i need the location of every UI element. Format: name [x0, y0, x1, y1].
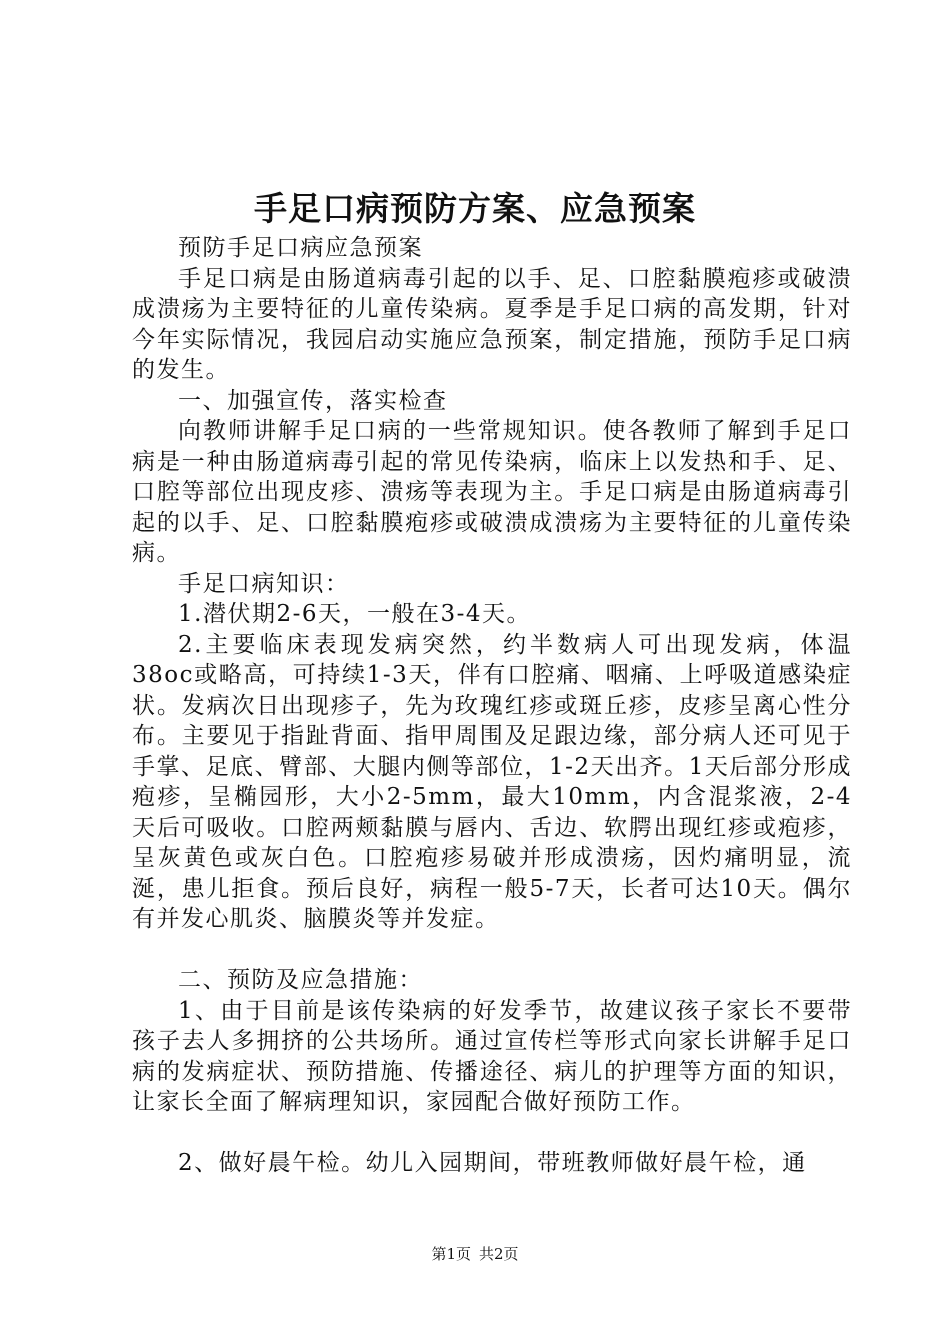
blank-line	[132, 1118, 852, 1149]
paragraph-symptoms: 2.主要临床表现发病突然，约半数病人可出现发病，体温38oc或略高，可持续1-3天，伴有口腔痛、咽痛、上呼吸道感染症状。发病次日出现疹子，先为玫瑰红疹或斑丘疹，皮疹呈离心性分布。主要见于指趾背面、指甲周围及足跟边缘，部分病人还可见于手掌、足底、臂部、大腿内侧等部位，1-2天出齐。1天后部分形成疱疹，呈椭园形，大小2-5mm，最大10mm，内含混浆液，2-4天后可吸收。口腔两颊黏膜与唇内、舌边、软腭出现红疹或疱疹，呈灰黄色或灰白色。口腔疱疹易破并形成溃疡，因灼痛明显，流涎，患儿拒食。预后良好，病程一般5-7天，长者可达10天。偶尔有并发心肌炎、脑膜炎等并发症。	[132, 631, 852, 932]
paragraph-measure-1: 1、由于目前是该传染病的好发季节，故建议孩子家长不要带孩子去人多拥挤的公共场所。通过宣传栏等形式向家长讲解手足口病的发病症状、预防措施、传播途径、病儿的护理等方面的知识，让家长全面了解病理知识，家园配合做好预防工作。	[132, 997, 852, 1115]
paragraph-measure-2: 2、做好晨午检。幼儿入园期间，带班教师做好晨午检，通	[178, 1150, 807, 1176]
section-heading-1: 一、加强宣传，落实检查	[178, 387, 448, 414]
page-number-total: 共2页	[479, 1245, 519, 1263]
paragraph-knowledge-heading: 手足口病知识：	[178, 570, 350, 597]
blank-line	[132, 935, 852, 966]
section-heading-2: 二、预防及应急措施：	[178, 967, 423, 993]
document-body	[132, 233, 852, 1179]
paragraph-subtitle: 预防手足口病应急预案	[178, 235, 423, 261]
paragraph-incubation: 1.潜伏期2-6天，一般在3-4天。	[178, 601, 532, 627]
paragraph-intro: 手足口病是由肠道病毒引起的以手、足、口腔黏膜疱疹或破溃成溃疡为主要特征的儿童传染病。夏季是手足口病的高发期，针对今年实际情况，我园启动实施应急预案，制定措施，预防手足口病的发生。	[132, 265, 852, 383]
page-number-current: 第1页	[431, 1245, 471, 1263]
document-title: 手足口病预防方案、应急预案	[254, 189, 696, 228]
paragraph-teacher-training: 向教师讲解手足口病的一些常规知识。使各教师了解到手足口病是一种由肠道病毒引起的常见传染病，临床上以发热和手、足、口腔等部位出现皮疹、溃疡等表现为主。手足口病是由肠道病毒引起的以手、足、口腔黏膜疱疹或破溃成溃疡为主要特征的儿童传染病。	[132, 418, 852, 566]
page-footer	[0, 1244, 950, 1264]
